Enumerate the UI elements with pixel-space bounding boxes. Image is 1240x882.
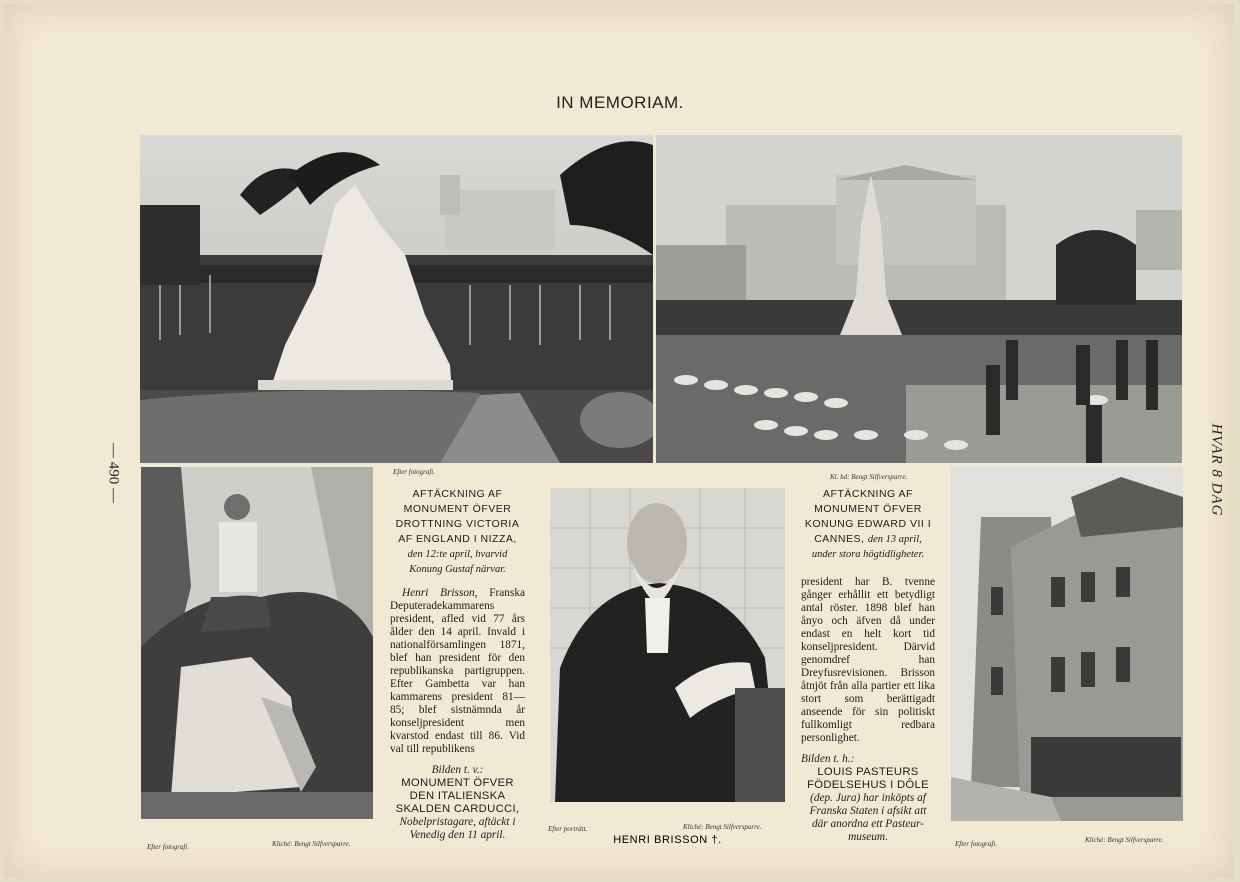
caption-cannes-monument: AFTÄCKNING AF MONUMENT ÖFVER KONUNG EDWARD VII I CANNES, den 13 april, under stora högtidligheter.	[804, 488, 932, 560]
credit-pasteur-right: Kliché: Bengt Silfversparre.	[1085, 836, 1164, 844]
photo-carducci-monument	[141, 467, 373, 819]
carducci-label: Bilden t. v.:	[431, 764, 484, 776]
portrait-caption: HENRI BRISSON †.	[613, 834, 722, 846]
brisson-article-part1: Henri Brisson, Franska Deputeradekammarens president, afled vid 77 års ålder den 14 april. Invald i nationalförsamlingen 1871, blef han president för den republikanska partigruppen. Efter Gambetta var han kammarens president 81—85; blef sistnämnda år konseljpresident men kvarstod endast till 86. Vid val till republikens	[390, 587, 526, 755]
credit-carducci-right: Kliché: Bengt Silfversparre.	[272, 840, 351, 848]
photo-henri-brisson-portrait	[550, 488, 785, 802]
credit-portrait-left: Efter porträtt.	[548, 825, 588, 833]
pasteur-caption-italic: (dep. Jura) har inköpts af Franska Staten i afsikt att där anordna ett Pasteur-museum.	[809, 792, 927, 843]
credit-carducci-left: Efter fotografi.	[147, 843, 189, 851]
right-text-column	[801, 487, 935, 844]
carducci-caption-italic: Nobelpristagare, aftäckt i Venedig den 11 april.	[399, 816, 516, 841]
credit-nice-photo: Efter fotografi.	[393, 468, 435, 476]
page-title: IN MEMORIAM.	[556, 93, 684, 112]
carducci-caption-title: MONUMENT ÖFVER DEN ITALIENSKA SKALDEN CARDUCCI,	[395, 777, 520, 815]
left-text-column	[390, 487, 525, 842]
photo-nice-monument	[140, 135, 653, 463]
photo-cannes-monument	[656, 135, 1182, 463]
credit-cannes-photo: Kl. bd: Bengt Silfversparre.	[830, 473, 908, 481]
pasteur-caption-title: LOUIS PASTEURS FÖDELSEHUS I DÔLE	[807, 766, 929, 791]
credit-portrait-right: Kliché: Bengt Silfversparre.	[683, 823, 762, 831]
credit-pasteur-left: Efter fotografi.	[955, 840, 997, 848]
pasteur-label: Bilden t. h.:	[801, 753, 855, 765]
photo-pasteur-birthplace	[951, 467, 1183, 821]
caption-nice-monument: AFTÄCKNING AF MONUMENT ÖFVER DROTTNING VICTORIA AF ENGLAND I NIZZA, den 12:te april, hvarvid Konung Gustaf närvar.	[395, 488, 520, 575]
page-number: — 490 —	[105, 443, 122, 503]
brisson-article-part2: president har B. tvenne gånger erhållit ett betydligt antal röster. 1898 blef han ånyo och äfven då under endast en helt kort tid konseljpresident. Därvid genomdref han Dreyfusrevisionen. Brisson åtnjöt från alla partier ett lika stort som berättigadt anseende för sin politiskt fullkomligt redbara personlighet.	[801, 576, 935, 744]
magazine-name: HVAR 8 DAG	[1208, 423, 1225, 517]
